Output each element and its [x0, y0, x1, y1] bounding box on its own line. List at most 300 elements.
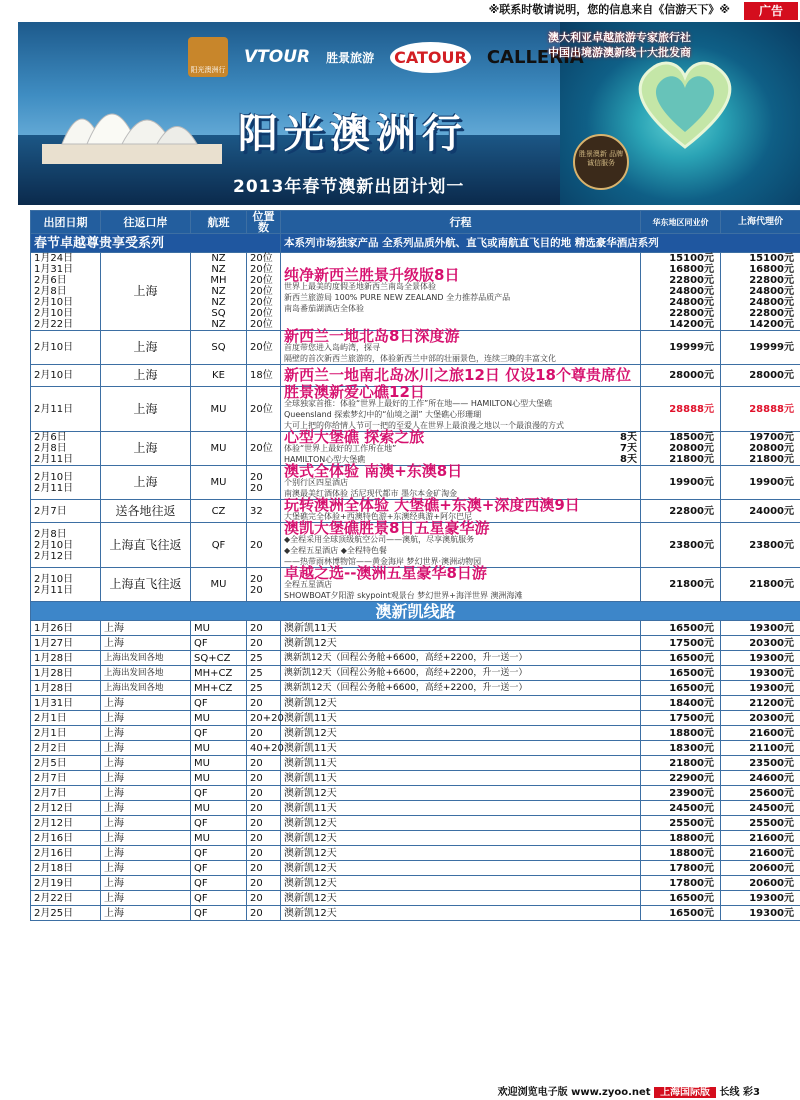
trade-price-line: 28000元 — [669, 370, 714, 381]
route-note: ◆全程采用全球顶级航空公司——澳航，尽享澳航服务 — [284, 535, 475, 544]
line-airline: MH+CZ — [191, 666, 247, 681]
trade-price — [641, 500, 721, 523]
agent-price-line: 21800元 — [749, 454, 794, 465]
tour-row — [31, 387, 800, 432]
departure-port: 上海 — [101, 253, 191, 331]
seat-counts-line: 18位 — [250, 370, 273, 381]
trade-price-line: 20800元 — [669, 443, 714, 454]
line-seats: 20 — [247, 771, 281, 786]
line-seats: 20 — [247, 696, 281, 711]
agent-price-line: 16800元 — [749, 264, 794, 275]
trade-price — [641, 387, 721, 432]
airline-codes-line: MU — [210, 443, 227, 454]
line-airline: MU — [191, 771, 247, 786]
airline-codes — [191, 331, 247, 365]
trade-price-line: 24800元 — [669, 297, 714, 308]
agency-line-2: 中国出境游澳新线十大批发商 — [548, 46, 691, 59]
route-title: 澳凯大堡礁胜景8日五星豪华游 — [284, 519, 490, 537]
agent-price-line: 24800元 — [749, 286, 794, 297]
trade-price-line: 14200元 — [669, 319, 714, 330]
line-date: 2月12日 — [31, 816, 101, 831]
agent-price-line: 14200元 — [749, 319, 794, 330]
line-date: 2月16日 — [31, 831, 101, 846]
agency-tagline — [548, 30, 691, 60]
line-airline: MU — [191, 801, 247, 816]
footer — [0, 1086, 800, 1100]
departure-dates-line: 2月8日 — [34, 528, 67, 540]
trip-days-line: 8天 — [620, 432, 637, 443]
seat-counts-line: 20位 — [250, 443, 273, 454]
line-date: 2月7日 — [31, 786, 101, 801]
banner — [18, 22, 800, 205]
departure-port: 送各地往返 — [101, 500, 191, 523]
line-date: 1月27日 — [31, 636, 101, 651]
line-trade-price: 18300元 — [641, 741, 721, 756]
line-agent-price: 20300元 — [721, 636, 800, 651]
section-title: 澳新凯线路 — [31, 602, 800, 621]
airline-codes-line: MU — [210, 403, 227, 415]
line-port: 上海出发回各地 — [101, 651, 191, 666]
line-port: 上海 — [101, 876, 191, 891]
line-agent-price: 19300元 — [721, 651, 800, 666]
departure-dates-line: 2月10日 — [34, 297, 74, 308]
line-row — [31, 636, 800, 651]
line-airline: MU — [191, 756, 247, 771]
departure-dates-line: 2月11日 — [34, 584, 74, 596]
departure-dates — [31, 500, 101, 523]
agent-price-line: 20800元 — [749, 443, 794, 454]
seat-counts — [247, 500, 281, 523]
line-trade-price: 17800元 — [641, 861, 721, 876]
line-date: 1月28日 — [31, 666, 101, 681]
seat-counts-line: 20位 — [250, 297, 273, 308]
line-agent-price: 24600元 — [721, 771, 800, 786]
logo-galleria: CALLERIA — [486, 46, 584, 68]
airline-codes-line: NZ — [211, 319, 226, 330]
tour-row — [31, 331, 800, 365]
line-trade-price: 16500元 — [641, 621, 721, 636]
departure-dates-line: 1月24日 — [34, 253, 74, 264]
airline-codes — [191, 387, 247, 432]
line-route: 澳新凯12天 — [281, 876, 641, 891]
trade-price-line: 15100元 — [669, 253, 714, 264]
tour-row — [31, 432, 800, 466]
partner-logos — [188, 32, 584, 82]
line-port: 上海 — [101, 891, 191, 906]
series-name: 春节卓越尊贵享受系列 — [31, 234, 281, 253]
airline-codes-line: SQ — [211, 308, 226, 319]
route-title: 新西兰一地北岛8日深度游 — [284, 327, 460, 345]
airline-codes — [191, 365, 247, 387]
route-title: 心型大堡礁 探索之旅 — [284, 428, 425, 446]
departure-dates-line: 2月11日 — [34, 482, 74, 494]
footer-page: 长线 彩3 — [719, 1087, 760, 1098]
logo-shengjing: 胜景旅游 — [326, 50, 375, 65]
header-date: 出团日期 — [31, 211, 101, 234]
line-airline: QF — [191, 846, 247, 861]
seat-counts-line: 20位 — [250, 264, 273, 275]
trip-days-line: 8天 — [620, 454, 637, 465]
itinerary-cell — [281, 462, 641, 500]
route-title: 澳式全体验 南澳+东澳8日 — [284, 462, 463, 480]
line-seats: 20 — [247, 861, 281, 876]
route-note: ——热带雨林博物馆——黄金海岸 梦幻世界·澳洲动物园 — [284, 557, 482, 566]
agent-price — [721, 365, 800, 387]
line-port: 上海 — [101, 771, 191, 786]
header-seats: 位置数 — [247, 211, 281, 234]
line-airline: QF — [191, 816, 247, 831]
line-trade-price: 17500元 — [641, 711, 721, 726]
line-row — [31, 681, 800, 696]
seat-counts-line: 20位 — [250, 286, 273, 297]
line-date: 2月1日 — [31, 711, 101, 726]
line-seats: 20 — [247, 621, 281, 636]
footer-tag: 上海国际版 — [654, 1087, 716, 1098]
line-row — [31, 831, 800, 846]
line-date: 2月5日 — [31, 756, 101, 771]
route-title: 纯净新西兰胜景升级版8日 — [284, 265, 460, 284]
line-trade-price: 16500元 — [641, 891, 721, 906]
trade-price — [641, 331, 721, 365]
seat-counts — [247, 432, 281, 466]
departure-dates-line: 2月7日 — [34, 505, 67, 517]
trade-price-line: 22800元 — [669, 275, 714, 286]
line-agent-price: 19300元 — [721, 891, 800, 906]
banner-title: 阳光澳洲行 — [238, 111, 468, 157]
line-airline: MU — [191, 831, 247, 846]
agent-price-line: 28000元 — [749, 370, 794, 381]
line-agent-price: 19300元 — [721, 666, 800, 681]
line-port: 上海 — [101, 756, 191, 771]
line-seats: 20+20 — [247, 711, 281, 726]
line-row — [31, 861, 800, 876]
seat-counts — [247, 253, 281, 331]
departure-dates — [31, 523, 101, 568]
line-seats: 20 — [247, 906, 281, 921]
seat-counts-line: 20 — [250, 539, 263, 551]
line-port: 上海 — [101, 786, 191, 801]
airline-codes-line: CZ — [211, 505, 226, 517]
agent-price — [721, 331, 800, 365]
line-route: 澳新凯12天 — [281, 696, 641, 711]
line-agent-price: 19300元 — [721, 621, 800, 636]
route-title: 新西兰一地南北岛冰川之旅12日 仅设18个尊贵席位 — [284, 366, 631, 384]
line-seats: 20 — [247, 726, 281, 741]
seat-counts-line: 32 — [250, 505, 263, 517]
line-airline: QF — [191, 696, 247, 711]
route-note: 新西兰旅游局 100% PURE NEW ZEALAND 全力推荐品质产品 — [284, 292, 511, 302]
line-port: 上海 — [101, 906, 191, 921]
seat-counts — [247, 331, 281, 365]
top-notice: ※联系时敬请说明，您的信息来自《信游天下》※ — [488, 3, 730, 16]
trade-price-line: 21800元 — [669, 454, 714, 465]
trade-price — [641, 466, 721, 500]
line-row — [31, 786, 800, 801]
trade-price-line: 19900元 — [669, 477, 714, 488]
seat-counts-line: 20 — [250, 584, 263, 596]
line-airline: QF — [191, 786, 247, 801]
airline-codes-line: KE — [212, 370, 225, 381]
departure-port: 上海 — [101, 331, 191, 365]
line-port: 上海 — [101, 801, 191, 816]
line-agent-price: 21100元 — [721, 741, 800, 756]
series-row — [31, 234, 800, 253]
seat-counts-line: 20位 — [250, 319, 273, 330]
line-trade-price: 22900元 — [641, 771, 721, 786]
line-airline: SQ+CZ — [191, 651, 247, 666]
route-note: 全程五星酒店 — [284, 580, 332, 589]
departure-port: 上海 — [101, 365, 191, 387]
departure-dates-line: 2月8日 — [34, 443, 67, 454]
line-route: 澳新凯12天 — [281, 891, 641, 906]
agent-price-line: 19700元 — [749, 432, 794, 443]
tour-schedule-table — [30, 210, 800, 921]
line-port: 上海 — [101, 621, 191, 636]
departure-dates-line: 1月31日 — [34, 264, 74, 275]
line-row — [31, 906, 800, 921]
line-trade-price: 23900元 — [641, 786, 721, 801]
trade-price-line: 24800元 — [669, 286, 714, 297]
line-seats: 25 — [247, 666, 281, 681]
line-route: 澳新凯11天 — [281, 741, 641, 756]
line-agent-price: 21600元 — [721, 726, 800, 741]
route-title: 卓越之选--澳洲五星豪华8日游 — [284, 564, 487, 582]
line-port: 上海 — [101, 726, 191, 741]
header-agent-price: 上海代理价 — [721, 211, 800, 234]
line-date: 1月31日 — [31, 696, 101, 711]
departure-dates — [31, 331, 101, 365]
line-row — [31, 876, 800, 891]
line-airline: QF — [191, 861, 247, 876]
opera-house-image — [42, 84, 222, 164]
line-route: 澳新凯12天 — [281, 861, 641, 876]
line-port: 上海 — [101, 636, 191, 651]
line-row — [31, 741, 800, 756]
line-date: 2月22日 — [31, 891, 101, 906]
line-port: 上海 — [101, 831, 191, 846]
route-note: Queensland 探索梦幻中的“仙境之湖” 大堡礁心形珊瑚 — [284, 410, 482, 419]
line-date: 1月28日 — [31, 651, 101, 666]
line-date: 1月26日 — [31, 621, 101, 636]
itinerary-cell — [281, 253, 641, 331]
trade-price-line: 22800元 — [669, 505, 714, 517]
line-airline: QF — [191, 876, 247, 891]
line-row — [31, 621, 800, 636]
line-port: 上海 — [101, 711, 191, 726]
tour-row — [31, 466, 800, 500]
line-route: 澳新凯11天 — [281, 621, 641, 636]
line-agent-price: 21200元 — [721, 696, 800, 711]
line-route: 澳新凯11天 — [281, 801, 641, 816]
header-port: 往返口岸 — [101, 211, 191, 234]
airline-codes-line: NZ — [211, 286, 226, 297]
trade-price-line: 28888元 — [669, 403, 714, 415]
departure-dates-line: 2月6日 — [34, 275, 67, 286]
agent-price-line: 22800元 — [749, 275, 794, 286]
airline-codes — [191, 568, 247, 602]
seat-counts-line: 20 — [250, 482, 263, 494]
line-airline: QF — [191, 906, 247, 921]
departure-port: 上海 — [101, 432, 191, 466]
agent-price — [721, 432, 800, 466]
line-route: 澳新凯12天 — [281, 786, 641, 801]
logo-catour: CATOUR — [390, 42, 471, 73]
line-port: 上海 — [101, 861, 191, 876]
line-airline: MU — [191, 741, 247, 756]
trade-price-line: 18500元 — [669, 432, 714, 443]
trade-price-line: 23800元 — [669, 539, 714, 551]
agent-price-line: 19900元 — [749, 477, 794, 488]
route-note: SHOWBOAT夕阳游 skypoint观景台 梦幻世界+海洋世界 澳洲海滩 — [284, 591, 523, 600]
trade-price — [641, 568, 721, 602]
seat-counts — [247, 523, 281, 568]
line-date: 2月18日 — [31, 861, 101, 876]
line-agent-price: 19300元 — [721, 681, 800, 696]
line-route: 澳新凯11天 — [281, 771, 641, 786]
airline-codes-line: SQ — [211, 342, 226, 353]
line-route: 澳新凯12天 — [281, 636, 641, 651]
line-route: 澳新凯12天 — [281, 726, 641, 741]
agent-price — [721, 253, 800, 331]
line-seats: 25 — [247, 681, 281, 696]
line-trade-price: 18800元 — [641, 846, 721, 861]
route-note: ◆全程五星酒店 ◆全程特色餐 — [284, 546, 387, 555]
tour-row — [31, 523, 800, 568]
line-date: 1月28日 — [31, 681, 101, 696]
line-route: 澳新凯12天 — [281, 816, 641, 831]
airline-codes — [191, 523, 247, 568]
line-date: 2月19日 — [31, 876, 101, 891]
line-date: 2月25日 — [31, 906, 101, 921]
line-agent-price: 23500元 — [721, 756, 800, 771]
line-trade-price: 24500元 — [641, 801, 721, 816]
departure-port: 上海 — [101, 466, 191, 500]
line-airline: QF — [191, 636, 247, 651]
route-note: 全球独家首推：体验“世界上最好的工作”所在地—— HAMILTON心型大堡礁 — [284, 399, 553, 408]
line-trade-price: 21800元 — [641, 756, 721, 771]
agent-price-line: 24000元 — [749, 505, 794, 517]
line-row — [31, 696, 800, 711]
line-trade-price: 18800元 — [641, 726, 721, 741]
trip-days-line: 7天 — [620, 443, 637, 454]
heart-reef-icon — [630, 52, 740, 152]
line-seats: 20 — [247, 756, 281, 771]
airline-codes — [191, 500, 247, 523]
line-port: 上海 — [101, 741, 191, 756]
line-agent-price: 20300元 — [721, 711, 800, 726]
line-seats: 20 — [247, 636, 281, 651]
line-airline: MU — [191, 621, 247, 636]
line-row — [31, 846, 800, 861]
route-note: 体验“世界上最好的工作所在地” — [284, 444, 397, 453]
line-route: 澳新凯12天（回程公务舱+6600，高经+2200，升一送一） — [281, 666, 641, 681]
line-route: 澳新凯12天 — [281, 846, 641, 861]
line-port: 上海出发回各地 — [101, 666, 191, 681]
route-title: 玩转澳洲全体验 大堡礁+东澳+深度西澳9日 — [284, 496, 580, 514]
line-trade-price: 16500元 — [641, 651, 721, 666]
line-agent-price: 25600元 — [721, 786, 800, 801]
departure-port: 上海直飞往返 — [101, 523, 191, 568]
line-trade-price: 16500元 — [641, 666, 721, 681]
line-row — [31, 891, 800, 906]
route-note: 隔壁的首次新西兰旅游的，体验新西兰中部的壮丽景色，连续三晚的丰富文化 — [284, 354, 556, 363]
departure-port: 上海 — [101, 387, 191, 432]
departure-dates — [31, 432, 101, 466]
route-note: 世界上最美的度假圣地新西兰南岛全景体验 — [284, 281, 436, 291]
seat-counts-line: 20 — [250, 573, 263, 585]
airline-codes-line: MH — [210, 275, 227, 286]
departure-dates-line: 2月22日 — [34, 319, 74, 330]
line-trade-price: 16500元 — [641, 681, 721, 696]
line-date: 2月1日 — [31, 726, 101, 741]
agent-price-line: 15100元 — [749, 253, 794, 264]
brand-seal: 胜景澳新 品牌 诚信服务 — [573, 134, 629, 190]
departure-dates-line: 2月10日 — [34, 539, 74, 551]
trade-price-line: 19999元 — [669, 342, 714, 353]
airline-codes — [191, 466, 247, 500]
logo-sunshine: 阳光澳洲行 — [188, 37, 228, 77]
departure-dates-line: 2月10日 — [34, 573, 74, 585]
airline-codes-line: NZ — [211, 264, 226, 275]
agent-price-line: 22800元 — [749, 308, 794, 319]
line-trade-price: 16500元 — [641, 906, 721, 921]
tour-row — [31, 253, 800, 331]
section-row — [31, 602, 800, 621]
route-note: 个别行区四星酒店 — [284, 478, 348, 487]
agent-price — [721, 523, 800, 568]
itinerary-cell — [281, 519, 641, 568]
route-note: 首度带您进入岛屿湾，探寻 — [284, 343, 380, 352]
route-title: 胜景澳新爱心礁12日 — [284, 383, 425, 401]
airline-codes-line: NZ — [211, 253, 226, 264]
line-port: 上海 — [101, 816, 191, 831]
line-port: 上海 — [101, 696, 191, 711]
route-note: 大可上把的你给情人节可一把的至爱人在世界上最浪漫之地以一个最浪漫的方式 — [284, 421, 564, 430]
departure-dates-line: 2月11日 — [34, 403, 74, 415]
trade-price — [641, 432, 721, 466]
line-agent-price: 21600元 — [721, 846, 800, 861]
line-port: 上海 — [101, 846, 191, 861]
line-trade-price: 25500元 — [641, 816, 721, 831]
departure-dates-line: 2月12日 — [34, 550, 74, 562]
line-trade-price: 18400元 — [641, 696, 721, 711]
trip-days — [620, 432, 637, 465]
trade-price — [641, 365, 721, 387]
route-note: 南岛番茄湖酒店全体验 — [284, 303, 364, 313]
line-agent-price: 24500元 — [721, 801, 800, 816]
agent-price — [721, 387, 800, 432]
departure-dates-line: 2月10日 — [34, 342, 74, 353]
departure-dates — [31, 466, 101, 500]
header-trade-price: 华东地区同业价 — [641, 211, 721, 234]
departure-dates-line: 2月11日 — [34, 454, 74, 465]
line-trade-price: 17500元 — [641, 636, 721, 651]
line-row — [31, 711, 800, 726]
itinerary-cell — [281, 428, 641, 466]
seat-counts — [247, 365, 281, 387]
line-agent-price: 19300元 — [721, 906, 800, 921]
line-seats: 20 — [247, 891, 281, 906]
agent-price-line: 24800元 — [749, 297, 794, 308]
departure-dates — [31, 253, 101, 331]
airline-codes-line: MU — [210, 477, 227, 488]
tour-row — [31, 568, 800, 602]
seat-counts-line: 20位 — [250, 342, 273, 353]
departure-port: 上海直飞往返 — [101, 568, 191, 602]
departure-dates-line: 2月8日 — [34, 286, 67, 297]
line-port: 上海出发回各地 — [101, 681, 191, 696]
seat-counts — [247, 387, 281, 432]
